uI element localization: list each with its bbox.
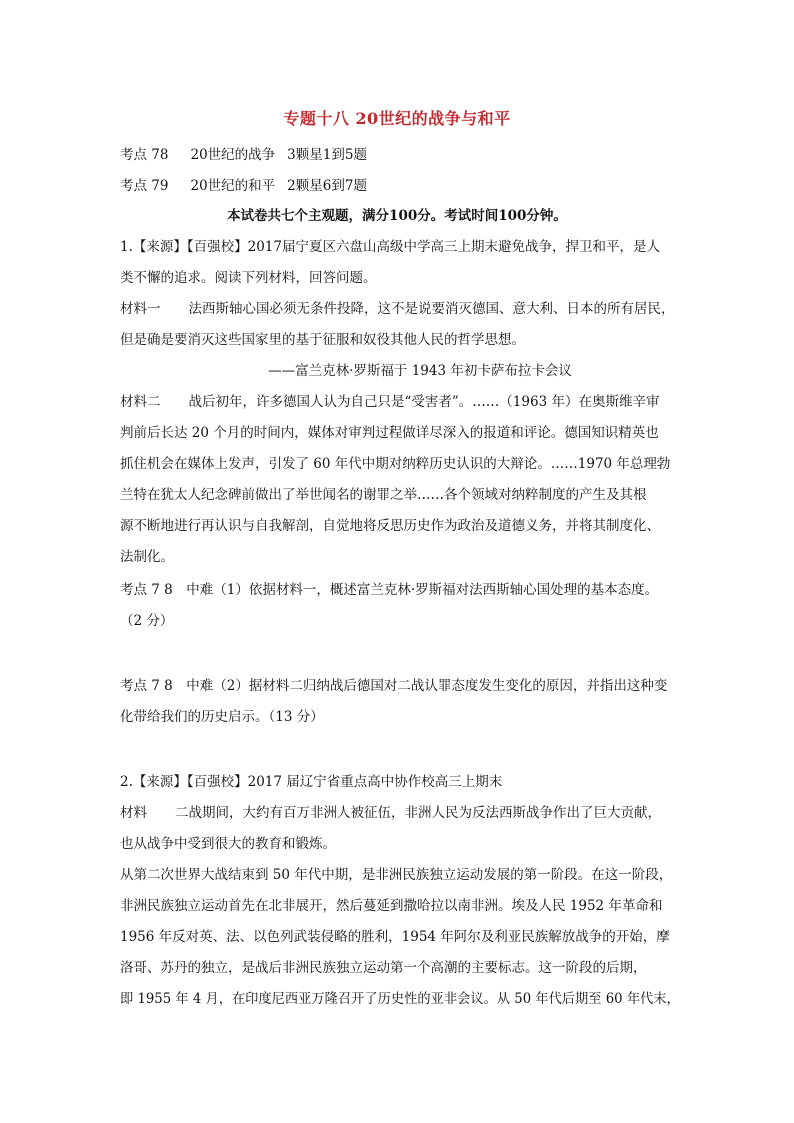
material-text: 法西斯轴心国必须无条件投降，这不是说要消灭德国、意大利、日本的所有居民， bbox=[188, 301, 675, 317]
material-text: 二战期间，大约有百万非洲人被征伍，非洲人民为反法西斯战争作出了巨大贡献， bbox=[175, 805, 661, 821]
page-title: 专题十八 20世纪的战争与和平 bbox=[283, 109, 511, 128]
kaodian-range: 6到7题 bbox=[322, 178, 367, 194]
q2-paragraph-line-3: 1956 年反对英、法、以色列武装侵略的胜利，1954 年阿尔及利亚民族解放战争的开始，摩 bbox=[120, 929, 670, 945]
q2-paragraph-line-4: 洛哥、苏丹的独立，是战后非洲民族独立运动第一个高潮的主要标志。这一阶段的后期， bbox=[120, 960, 647, 976]
q1-intro-line-1: 1.【来源】【百强校】2017届宁夏区六盘山高级中学高三上期末避免战争，捍卫和平，是人 bbox=[120, 239, 660, 255]
kaodian-stars: 3颗星 bbox=[287, 147, 323, 163]
material-text: 战后初年，许多德国人认为自己只是“受害者”。……（1963 年）在奥斯维辛审 bbox=[188, 394, 660, 410]
q1-material-2-line-5: 源不断地进行再认识与自我解剖，自觉地将反思历史作为政治及道德义务，并将其制度化、 bbox=[120, 518, 660, 534]
q1-intro-line-2: 类不懈的追求。阅读下列材料，回答问题。 bbox=[120, 270, 377, 286]
q1-material-2-line-4: 兰特在犹太人纪念碑前做出了举世闻名的谢罪之举……各个领域对纳粹制度的产生及其根 bbox=[120, 487, 647, 503]
q1-material-2-line-1 bbox=[120, 392, 680, 412]
exam-instruction: 本试卷共七个主观题，满分100分。考试时间100分钟。 bbox=[227, 208, 567, 224]
q2-paragraph-line-1: 从第二次世界大战结束到 50 年代中期，是非洲民族独立运动发展的第一阶段。在这一阶段， bbox=[120, 867, 673, 883]
material-label: 材料二 bbox=[120, 394, 161, 410]
kaodian-stars: 2颗星 bbox=[287, 178, 323, 194]
q1-subquestion-2-line-1: 考点 7 8 中难（2）据材料二归纳战后德国对二战认罪态度发生变化的原因，并指出这种变 bbox=[120, 678, 668, 694]
kaodian-78 bbox=[120, 145, 680, 165]
q1-material-1-line-2: 但是确是要消灭这些国家里的基于征服和奴役其他人民的哲学思想。 bbox=[120, 332, 525, 348]
q1-material-1-line-1 bbox=[120, 299, 680, 319]
q1-material-1-attribution: ——富兰克林·罗斯福于 1943 年初卡萨布拉卡会议 bbox=[268, 363, 572, 379]
q1-material-2-line-3: 抓住机会在媒体上发声，引发了 60 年代中期对纳粹历史认识的大辩论。……1970 年总理勃 bbox=[120, 456, 671, 472]
kaodian-topic: 20世纪的和平 bbox=[190, 178, 276, 194]
kaodian-label: 考点 79 bbox=[120, 178, 169, 194]
q1-subquestion-1-line-2: （2 分） bbox=[120, 613, 174, 629]
material-label: 材料一 bbox=[120, 301, 161, 317]
q2-intro: 2.【来源】【百强校】2017 届辽宁省重点高中协作校高三上期末 bbox=[120, 774, 503, 790]
q2-paragraph-line-5: 即 1955 年 4 月，在印度尼西亚万隆召开了历史性的亚非会议。从 50 年代后期至 60 年代末， bbox=[120, 991, 680, 1007]
kaodian-label: 考点 78 bbox=[120, 147, 169, 163]
q2-material-line-2: 也从战争中受到很大的教育和锻炼。 bbox=[120, 836, 336, 852]
kaodian-79 bbox=[120, 176, 680, 196]
q2-material-line-1 bbox=[120, 803, 680, 823]
material-label: 材料 bbox=[120, 805, 147, 821]
q1-material-2-line-6: 法制化。 bbox=[120, 549, 174, 565]
kaodian-topic: 20世纪的战争 bbox=[190, 147, 276, 163]
q2-paragraph-line-2: 非洲民族独立运动首先在北非展开，然后蔓延到撒哈拉以南非洲。埃及人民 1952 年革命和 bbox=[120, 898, 663, 914]
kaodian-range: 1到5题 bbox=[322, 147, 367, 163]
q1-subquestion-2-line-2: 化带给我们的历史启示。（13 分） bbox=[120, 709, 324, 725]
q1-material-2-line-2: 判前后长达 20 个月的时间内，媒体对审判过程做详尽深入的报道和评论。德国知识精英也 bbox=[120, 425, 659, 441]
q1-subquestion-1-line-1: 考点 7 8 中难（1）依据材料一，概述富兰克林·罗斯福对法西斯轴心国处理的基本态度。 bbox=[120, 582, 659, 598]
